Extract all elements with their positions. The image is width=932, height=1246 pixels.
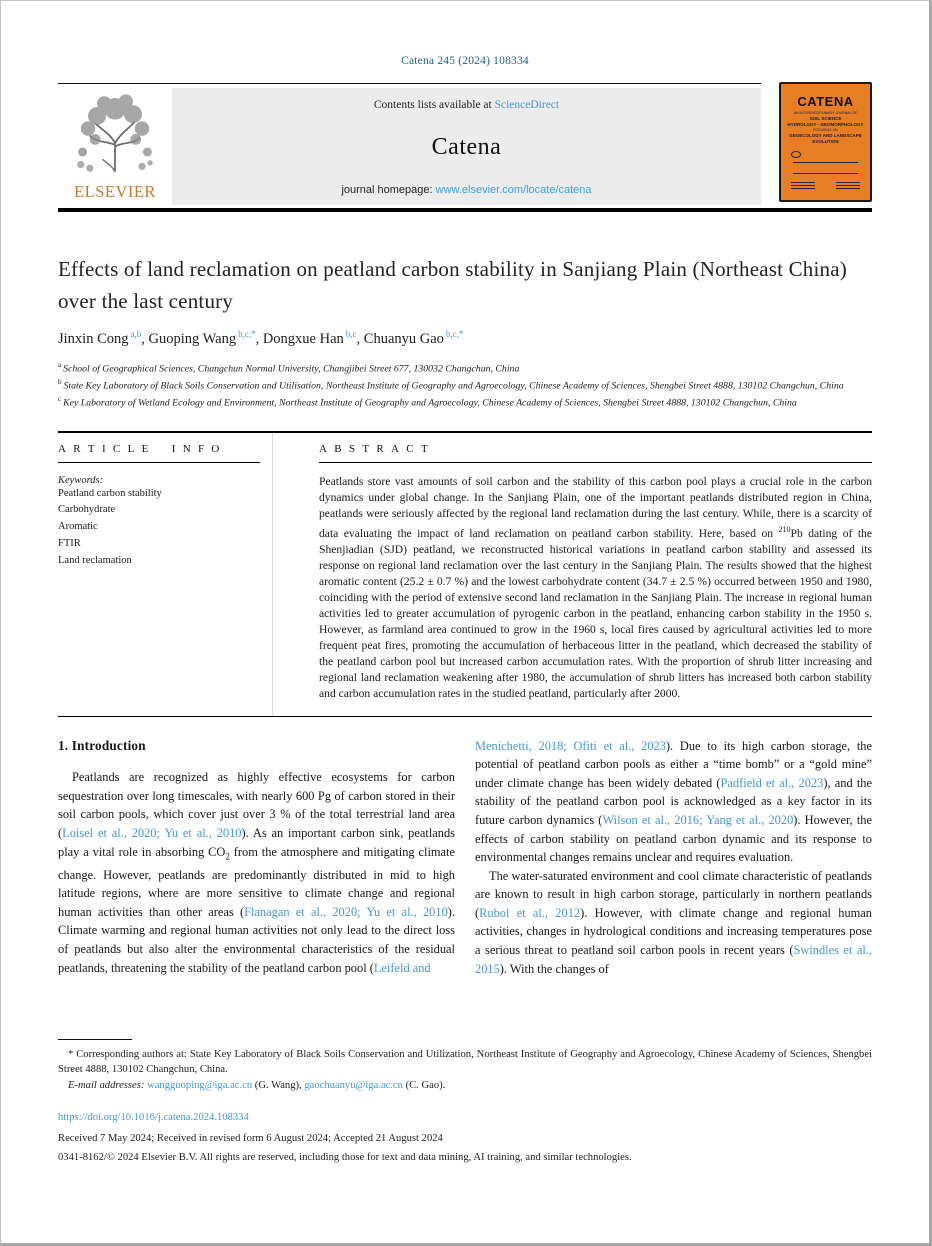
author: Guoping Wang $^{b,c,*}$, xyxy=(148,329,263,347)
journal-homepage-link[interactable]: www.elsevier.com/locate/catena xyxy=(435,184,592,196)
sciencedirect-link[interactable]: ScienceDirect xyxy=(494,99,560,111)
body-paragraph: Peatlands are recognized as highly effective ecosystems for carbon sequestration over long timescales, with nearly 600 Pg of carbon stored in their soil carbon pools, which cover just over 3 % of the total terrestrial land area (Loisel et al., 2020; Yu et al., 2010). As an important carbon sink, peatlands play a vital role in absorbing $CO_2$ from the atmosphere and mitigating climate change. However, peatlands are predominantly distributed in mid to high latitude regions, where are more sensitive to climate change and regional human activities than other areas (Flanagan et al., 2020; Yu et al., 2010). Climate warming and regional human activities not only lead to the direct loss of peatlands but also alter the environmental characteristics of the residual peatlands, threatening the stability of the peatland carbon pool (Leifeld and xyxy=(58,770,456,975)
section-heading-introduction: 1. Introduction xyxy=(58,737,146,753)
citation-link[interactable]: Leifeld and xyxy=(373,960,431,975)
header-divider-bar xyxy=(58,208,872,212)
elsevier-logo[interactable] xyxy=(58,84,172,205)
author: Chuanyu Gao $^{b,c,*}$ xyxy=(363,329,464,347)
keyword: Land reclamation xyxy=(58,554,132,566)
author-affiliation-sup[interactable]: b,c,* xyxy=(445,329,464,339)
body-left-column xyxy=(58,737,455,1029)
copyright-line: 0341-8162/© 2024 Elsevier B.V. All rights are reserved, including those for text and data mining, AI training, and similar technologies. xyxy=(58,1152,632,1163)
affiliation-b: $^b$ State Key Laboratory of Black Soils Conservation and Utilisation, Northeast Institute of Geography and Agroecology, Chinese Academy of Sciences, Shengbei Street 4888, 130102 Changchun, China xyxy=(58,377,844,392)
citation-link[interactable]: Wilson et al., 2016; Yang et al., 2020 xyxy=(602,812,794,827)
affiliation-c: $^c$ Key Laboratory of Wetland Ecology and Environment, Northeast Institute of Geography and Agroecology, Chinese Academy of Sciences, Shengbei Street 4888, 130102 Changchun, China xyxy=(58,394,797,408)
author-affiliation-sup[interactable]: b,c,* xyxy=(238,329,256,339)
article-info-heading: A R T I C L E I N F O xyxy=(58,443,260,463)
body-paragraph: Menichetti, 2018; Ofiti et al., 2023). Due to its high carbon storage, the potential of peatland carbon pools as either a “time bomb” or a “gold mine” under climate change has been widely debated (Padfield et al., 2023), and the stability of the peatland carbon pool is acknowledged as a key factor in its future carbon dynamics (Wilson et al., 2016; Yang et al., 2020). However, the effects of carbon stability on peatland carbon dynamic and its response to environmental changes remains unclear and requires evaluation. xyxy=(475,738,872,865)
footnote-block xyxy=(58,1039,872,1166)
citation-link[interactable]: wangguoping@iga.ac.cn xyxy=(147,1080,253,1092)
journal-title: Catena xyxy=(431,134,502,160)
elsevier-wordmark: ELSEVIER xyxy=(74,182,156,201)
footnote-divider xyxy=(58,1039,132,1040)
keyword: Carbohydrate xyxy=(58,504,116,516)
keywords-label: Keywords: xyxy=(58,474,104,486)
affiliations xyxy=(58,360,872,411)
author: Jinxin Cong $^{a,b}$, xyxy=(58,329,149,347)
cover-subtitle: AN INTERDISCIPLINARY JOURNAL OF SOIL SCIENCE HYDROLOGY - GEOMORPHOLOGY FOCUSING ON GEOECOLOGY AND LANDSCAPE EVOLUTION xyxy=(787,111,864,144)
abstract-heading: A B S T R A C T xyxy=(319,443,872,463)
doi-link[interactable]: https://doi.org/10.1016/j.catena.2024.108334 xyxy=(58,1112,249,1124)
citation-link[interactable]: Loisel et al., 2020; Yu et al., 2010 xyxy=(62,825,242,840)
citation-link[interactable]: Swindles et al., 2015 xyxy=(475,943,872,976)
elsevier-tree-icon xyxy=(69,89,161,179)
article-info-column xyxy=(58,433,273,716)
citation-link[interactable]: Padfield et al., 2023 xyxy=(720,775,824,790)
abstract-column xyxy=(273,433,872,716)
email-addresses-note: E-mail addresses: wangguoping@iga.ac.cn (G. Wang), gaochuanyu@iga.ac.cn (C. Gao). xyxy=(68,1080,446,1092)
received-dates: Received 7 May 2024; Received in revised form 6 August 2024; Accepted 21 August 2024 xyxy=(58,1133,443,1145)
keyword: FTIR xyxy=(58,538,81,550)
citation-link[interactable]: Flanagan et al., 2020; Yu et al., 2010 xyxy=(244,904,448,919)
journal-header xyxy=(58,83,872,205)
keyword: Peatland carbon stability xyxy=(58,487,162,499)
corresponding-authors-note: * Corresponding authors at: State Key Laboratory of Black Soils Conservation and Utilization, Northeast Institute of Geography and Agroecology, Chinese Academy of Sciences, Shengbei Street 4888, 130102 Changchun, China. xyxy=(58,1048,872,1076)
cover-publisher-mark xyxy=(791,151,801,158)
journal-banner xyxy=(172,88,761,205)
affiliation-a: $^a$ School of Geographical Sciences, Changchun Normal University, Changjibei Street 677, 130032 Changchun, China xyxy=(58,360,520,375)
journal-homepage-line: journal homepage: www.elsevier.com/locate/catena xyxy=(341,184,592,196)
body-paragraph: The water-saturated environment and cool climate characteristic of peatlands are known to result in high carbon storage, particularly in northern peatlands (Rubol et al., 2012). However, with climate change and regional human activities, changes in hydrological conditions and increasing temperatures pose a serious threat to peatland soil carbon pools in recent years (Swindles et al., 2015). With the changes of xyxy=(475,868,872,976)
abstract-text: Peatlands store vast amounts of soil carbon and the stability of this carbon pool plays a crucial role in the carbon dynamics under global change. In the Sanjiang Plain, one of the important peatlands distributed region in China, peatlands were seriously affected by the regional land reclamation during the last century. While, there is a scarcity of data evaluating the impact of land reclamation on peatland carbon stability. Here, based on $^{210}$Pb dating of the Shenjiadian (SJD) peatland, we reconstructed historical variations in peatland carbon stability and assessed its response on regional land reclamation over the last century in the Sanjiang Plain. The results showed that the highest aromatic content (25.2 ± 0.7 %) and the lowest carbohydrate content (34.7 ± 2.5 %) occurred between 1950 and 1980, coinciding with the period of extensive second land reclamation in the Sanjiang Plain. The increase in regional human activities led to greater accumulation of pyrogenic carbon in the peatland, enhancing carbon stability in the 1950 s. However, as farmland area continued to grow in the 1960 s, local fires caused by agricultural activities led to more frequent peat fires, promoting the accumulation of herbaceous litter in the peatland, which decreased the stability of the peatland carbon pool but increased carbon accumulation rates. With the proportion of shrub litter increasing and regional land reclamation weakening after 1980, the accumulation of shrub litters has increased both carbon stability and carbon accumulation rates in the studied peatland, particularly after 2000. xyxy=(319,474,872,700)
journal-reference-link[interactable]: Catena 245 (2024) 108334 xyxy=(401,55,529,67)
author-list xyxy=(58,329,872,348)
cover-title: CATENA xyxy=(797,94,854,109)
journal-cover-thumbnail[interactable] xyxy=(779,82,872,202)
cover-editor-list-placeholder xyxy=(785,178,866,193)
contents-available-line: Contents lists available at ScienceDirect xyxy=(373,99,560,111)
keyword: Aromatic xyxy=(58,521,98,533)
body-right-column xyxy=(475,737,872,1029)
author: Dongxue Han $^{b,c}$, xyxy=(262,329,364,347)
author-affiliation-sup[interactable]: b,c xyxy=(345,329,357,339)
author-affiliation-sup[interactable]: a,b xyxy=(130,329,142,339)
article-body xyxy=(58,737,872,1029)
article-title: Effects of land reclamation on peatland carbon stability in Sanjiang Plain (Northeast China) over the last century xyxy=(58,257,847,313)
citation-link[interactable]: Rubol et al., 2012 xyxy=(479,905,581,920)
citation-link[interactable]: gaochuanyu@iga.ac.cn xyxy=(304,1080,403,1092)
citation-link[interactable]: Menichetti, 2018; Ofiti et al., 2023 xyxy=(475,738,666,753)
article-info-abstract-block xyxy=(58,431,872,717)
